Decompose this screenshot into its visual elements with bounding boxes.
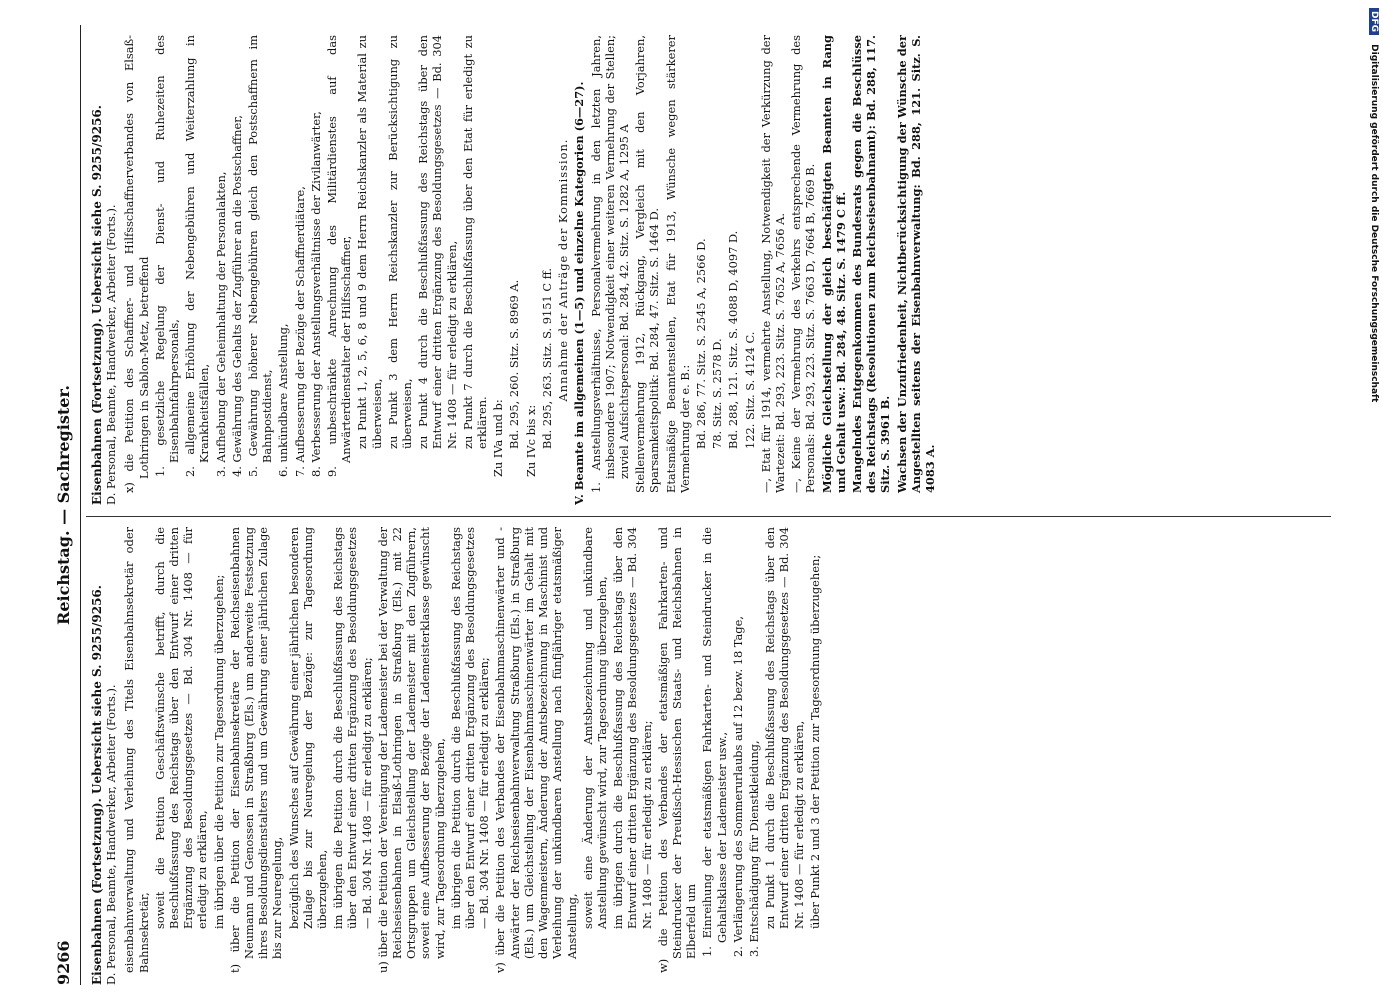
list-item: soweit die Petition Geschäftswünsche betrifft, durch die Beschlußfassung des Reichstags über den Entwurf einer dritten Ergänzung des Besoldungsgesetzes — Bd. 304 Nr. 1408 — für erledigt zu erklären, <box>152 527 210 929</box>
column-subheading: D. Personal, Beamte, Handwerker, Arbeiter (Forts.). <box>104 204 119 505</box>
column-heading: Eisenbahnen (Fortsetzung). Uebersicht siehe S. 9255/9256. <box>90 585 104 985</box>
list-item: zu Punkt 1, 2, 5, 6, 8 und 9 dem Herrn Reichskanzler als Material zu überweisen, <box>355 35 384 449</box>
list-item: 1. gesetzliche Regelung der Dienst- und Ruhezeiten des Eisenbahnfahrpersonals, <box>152 35 182 477</box>
list-item: 78. Sitz. S. 2578 D. <box>710 338 725 449</box>
list-item: Mangelndes Entgegenkommen des Bundesrats gegen die Beschlüsse des Reichstags (Resolutionen zum Reichseisenbahnamt): Bd. 288, 117. Sitz. S. 3961 B. <box>849 35 893 493</box>
column-heading: Eisenbahnen (Fortsetzung). Uebersicht siehe S. 9255/9256. <box>90 105 104 505</box>
list-item: —, Keine der Vermehrung des Verkehrs entsprechende Vermehrung des Personals: Bd. 293, 223. Sitz. S. 7663 D, 7664 B, 7669 B. <box>789 35 818 493</box>
list-item: 1. Anstellungsverhältnisse, Personalvermehrung in den letzten Jahren, insbesondere 1907; Notwendigkeit einer weiteren Vermehrung der Stellen; zuviel Aufsichtspersonal: Bd. 284, 42. Sitz. S. 1282 A, 1295 A <box>588 35 631 493</box>
list-item: soweit eine Änderung der Amtsbezeichnung und unkündbare Anstellung gewünscht wird, zur Tagesordnung überzugehen, <box>580 527 609 929</box>
list-item: zu Punkt 1 durch die Beschlußfassung des Reichstags über den Entwurf einer dritten Ergänzung des Besoldungsgesetzes — Bd. 304 Nr. 1408 — für erledigt zu erklären, <box>763 527 806 929</box>
list-item: —, Etat für 1914, vermehrte Anstellung, Notwendigkeit der Verkürzung der Wartezeit: Bd. 293, 223. Sitz. S. 7652 A, 7656 A. <box>758 35 787 493</box>
list-item: Bd. 295, 260. Sitz. S. 8969 A. <box>507 279 522 449</box>
right-column <box>90 35 1330 505</box>
list-item: im übrigen die Petition durch die Beschlußfassung des Reichstags über den Entwurf einer dritten Ergänzung des Besoldungsgesetzes — Bd. 304 Nr. 1408 — für erledigt zu erklären; <box>448 527 492 929</box>
left-column <box>90 527 1330 985</box>
list-item: 5. Gewährung höherer Nebengebühren gleich den Postschaffnern im Bahnpostdienst, <box>246 35 275 477</box>
dfg-logo: DFG <box>1369 8 1379 35</box>
running-header <box>50 25 81 985</box>
list-item: zu Punkt 3 dem Herrn Reichskanzler zur Berücksichtigung zu überweisen, <box>385 35 415 449</box>
list-item: im übrigen über die Petition zur Tagesordnung überzugehen; <box>211 574 226 929</box>
list-item: 122. Sitz. S. 4124 C. <box>742 331 757 449</box>
list-item: Bd. 288, 121. Sitz. S. 4088 D, 4097 D. <box>726 230 741 449</box>
section-heading: V. Beamte im allgemeinen (1—5) und einzelne Kategorien (6—27). <box>572 81 587 505</box>
list-item: 8. Verbesserung der Anstellungsverhältnisse der Zivilanwärter, <box>308 111 323 477</box>
list-item: 7. Aufbesserung der Bezüge der Schaffnerdiätare, <box>292 186 307 477</box>
list-item: Stellenvermehrung 1912, Rückgang, Vergleich mit den Vorjahren, Sparsamkeitspolitik: Bd. 284, 47. Sitz. S. 1464 D. <box>633 35 662 493</box>
list-item: über Punkt 2 und 3 der Petition zur Tagesordnung überzugehen; <box>807 554 822 929</box>
list-item: eisenbahnverwaltung und Verleihung des Titels Eisenbahnsekretär oder Bahnsekretär, <box>122 527 151 973</box>
list-item: im übrigen durch die Beschlußfassung des Reichstags über den Entwurf einer dritten Ergänzung des Besoldungsgesetzes — Bd. 304 Nr. 1408 — für erledigt zu erklären; <box>611 527 654 929</box>
column-subheading: D. Personal, Beamte, Handwerker, Arbeiter (Forts.). <box>104 684 119 985</box>
commission-note: Annahme der Anträge der Kommission. <box>556 138 571 402</box>
list-item: v) über die Petition des Verbandes der Eisenbahnmaschinenwärter und -Anwärter der Reichseisenbahnverwaltung Straßburg (Els.) in Straßburg (Els.) um Gleichstellung der Eisenbahnmaschinenwärter im Gehalt mit den Wagenmeistern, Änderung der Amtsbezeichnung in Maschinist und Verleihung der unkündbaren Anstellung nach fünfjähriger etatsmäßiger Anstellung, <box>493 527 579 973</box>
list-item: zu Punkt 4 durch die Beschlußfassung des Reichstags über den Entwurf einer dritten Ergänzung des Besoldungsgesetzes — Bd. 304 Nr. 1408 — für erledigt zu erklären, <box>416 35 459 449</box>
list-item: u) über die Petition der Vereinigung der Lademeister bei der Verwaltung der Reichseisenbahnen in Elsaß-Lothringen in Straßburg (Els.) mit 22 Ortsgruppen um Gleichstellung der Lademeister mit den Zugführern, soweit eine Aufbesserung der Bezüge der Lademeisterklasse gewünscht wird, zur Tagesordnung überzugehen, <box>375 527 447 973</box>
list-item: x) die Petition des Schaffner- und Hilfsschaffnerverbandes von Elsaß-Lothringen in Sablon-Metz, betreffend <box>122 35 151 493</box>
list-item: Bd. 295, 263. Sitz. S. 9151 C ff. <box>539 267 554 449</box>
column-divider <box>86 516 1331 517</box>
digitization-note <box>1359 8 1381 993</box>
list-item: zu Punkt 7 durch die Beschlußfassung über den Etat für erledigt zu erklären. <box>460 35 490 449</box>
list-item: w) die Petition des Verbandes der etatsmäßigen Fahrkarten- und Steindrucker der Preußisch-Hessischen Staats- und Reichsbahnen in Elberfeld um <box>655 527 699 973</box>
page-title: Reichstag. — Sachregister. <box>54 385 73 625</box>
list-item: 3. Entschädigung für Dienstkleidung, <box>746 740 761 957</box>
list-item: 1. Einreihung der etatsmäßigen Fahrkarten- und Steindrucker in die Gehaltsklasse der Lademeister usw., <box>700 527 729 957</box>
digitization-credit: Digitalisierung gefördert durch die Deutsche Forschungsgemeinschaft <box>1369 44 1379 403</box>
list-item: Mögliche Gleichstellung der gleich beschäftigten Beamten in Rang und Gehalt usw.: Bd. 284, 48. Sitz. S. 1479 C ff. <box>819 35 848 493</box>
list-item: Etatsmäßige Beamtenstellen, Etat für 1913, Wünsche wegen stärkerer Vermehrung der e. B.: <box>663 35 692 493</box>
list-item: Zu IVc bis x: <box>523 404 538 477</box>
list-item: 6. unkündbare Anstellung, <box>276 323 291 477</box>
list-item: 2. allgemeine Erhöhung der Nebengebühren und Weiterzahlung in Krankheitsfällen, <box>183 35 212 477</box>
rotated-page-content <box>50 25 1340 985</box>
list-item: 4. Gewährung des Gehalts der Zugführer an die Postschaffner, <box>229 114 244 477</box>
page-number: 9266 <box>54 940 73 985</box>
list-item: 2. Verlängerung des Sommerurlaubs auf 12 bezw. 18 Tage, <box>730 616 745 957</box>
list-item: 9. unbeschränkte Anrechnung des Militärdienstes auf das Anwärterdienstalter der Hilfsschaffner, <box>325 35 354 477</box>
list-item: Bd. 286, 77. Sitz. S. 2545 A, 2566 D. <box>693 238 708 449</box>
list-item: 3. Aufhebung der Geheimhaltung der Personalakten, <box>213 171 228 477</box>
list-item: Wachsen der Unzufriedenheit, Nichtberücksichtigung der Wünsche der Angestellten seitens der Eisenbahnverwaltung: Bd. 288, 121. Sitz. S. 4083 A. <box>894 35 937 493</box>
list-item: im übrigen die Petition durch die Beschlußfassung des Reichstags über den Entwurf einer dritten Ergänzung des Besoldungsgesetzes — Bd. 304 Nr. 1408 — für erledigt zu erklären; <box>331 527 374 929</box>
list-item: t) über die Petition der Eisenbahnsekretäre der Reichseisenbahnen Neumann und Genossen in Straßburg (Els.) um anderweite Festsetzung ihres Besoldungsdienstalters und um Gewährung einer jährlichen Zulage bis zur Neuregelung, <box>227 527 285 973</box>
list-item: bezüglich des Wunsches auf Gewährung einer jährlichen besonderen Zulage bis zur Neuregelung der Bezüge: zur Tagesordnung überzugehen, <box>286 527 330 929</box>
list-item: Zu IVa und b: <box>491 399 506 477</box>
